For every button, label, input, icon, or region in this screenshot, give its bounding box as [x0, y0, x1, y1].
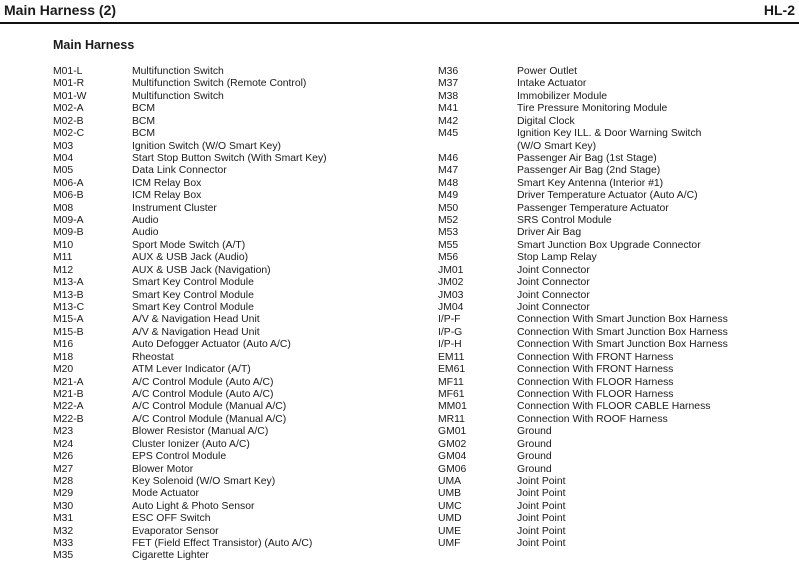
connector-code: M06-B	[53, 190, 84, 202]
connector-name: Power Outlet	[517, 66, 578, 77]
connector-name: Smart Key Control Module	[132, 302, 254, 314]
connector-code: JM04	[438, 302, 464, 314]
connector-name: Evaporator Sensor	[132, 525, 219, 537]
connector-name: Joint Connector	[517, 277, 590, 289]
connector-name: Joint Connector	[517, 264, 590, 276]
connector-row	[53, 488, 327, 500]
connector-row	[53, 476, 327, 488]
connector-row	[438, 352, 728, 364]
connector-name: Joint Point	[517, 538, 566, 550]
connector-row	[53, 103, 327, 115]
connector-row	[438, 165, 728, 177]
connector-row	[53, 352, 327, 364]
connector-code: M05	[53, 165, 74, 177]
connector-name: (W/O Smart Key)	[517, 140, 597, 152]
connector-row	[438, 464, 728, 476]
connector-row	[438, 439, 728, 451]
connector-code: M32	[53, 525, 74, 537]
connector-row	[438, 240, 728, 252]
connector-row	[438, 153, 728, 165]
connector-name: Connection With ROOF Harness	[517, 413, 668, 425]
connector-row	[53, 252, 327, 264]
connector-code: I/P-G	[438, 326, 463, 338]
connector-code: M22-B	[53, 413, 84, 425]
connector-code: UMB	[438, 488, 462, 500]
connector-name: ICM Relay Box	[132, 190, 202, 202]
connector-code: UME	[438, 525, 462, 537]
connector-code: GM04	[438, 451, 467, 463]
connector-name: Ignition Switch (W/O Smart Key)	[132, 140, 281, 152]
connector-row	[438, 476, 728, 488]
connector-row	[53, 215, 327, 227]
connector-name: Cigarette Lighter	[132, 550, 209, 562]
connector-row	[438, 190, 728, 202]
connector-code: I/P-H	[438, 339, 462, 351]
connector-row	[53, 439, 327, 451]
connector-name: A/C Control Module (Auto A/C)	[132, 376, 274, 388]
connector-name: Audio	[132, 227, 159, 239]
connector-name: Connection With Smart Junction Box Harness	[517, 326, 728, 338]
connector-row	[53, 339, 327, 351]
connector-name: Driver Air Bag	[517, 227, 582, 239]
connector-name: Sport Mode Switch (A/T)	[132, 239, 246, 251]
connector-row	[438, 302, 728, 314]
connector-row	[53, 377, 327, 389]
connector-code: M31	[53, 513, 74, 525]
connector-code: M22-A	[53, 401, 84, 413]
connector-name: A/V & Navigation Head Unit	[132, 314, 260, 326]
connector-code: M16	[53, 339, 74, 351]
connector-name: Multifunction Switch (Remote Control)	[132, 78, 307, 90]
connector-name: Connection With Smart Junction Box Harness	[517, 314, 728, 326]
connector-row	[53, 203, 327, 215]
connector-row	[438, 116, 728, 128]
connector-row	[438, 526, 728, 538]
connector-code: M09-A	[53, 215, 84, 227]
connector-row	[438, 513, 728, 525]
connector-row	[438, 277, 728, 289]
connector-name: Intake Actuator	[517, 78, 587, 90]
connector-row	[438, 78, 728, 90]
connector-name: A/C Control Module (Manual A/C)	[132, 413, 287, 425]
connector-code: UMA	[438, 475, 462, 487]
connector-name: Connection With FLOOR CABLE Harness	[517, 401, 711, 413]
connector-row	[53, 550, 327, 562]
connector-row	[53, 401, 327, 413]
connector-list-right	[438, 66, 728, 550]
connector-row	[53, 538, 327, 550]
connector-name: A/V & Navigation Head Unit	[132, 326, 260, 338]
connector-name: Joint Connector	[517, 289, 590, 301]
connector-name: FET (Field Effect Transistor) (Auto A/C)	[132, 538, 313, 550]
connector-name: Immobilizer Module	[517, 90, 608, 102]
connector-row	[53, 302, 327, 314]
connector-row	[438, 389, 728, 401]
connector-code: MM01	[438, 401, 467, 413]
connector-code: GM01	[438, 426, 467, 438]
connector-code: M36	[438, 66, 459, 77]
connector-name: ICM Relay Box	[132, 177, 202, 189]
connector-name: Ground	[517, 451, 552, 463]
connector-row	[438, 252, 728, 264]
connector-row	[53, 153, 327, 165]
connector-name: ATM Lever Indicator (A/T)	[132, 364, 251, 376]
connector-name: Multifunction Switch	[132, 66, 224, 77]
connector-row	[53, 526, 327, 538]
connector-name: A/C Control Module (Auto A/C)	[132, 388, 274, 400]
connector-code: UMF	[438, 538, 461, 550]
connector-code: M12	[53, 264, 74, 276]
connector-code: M47	[438, 165, 459, 177]
connector-name: Stop Lamp Relay	[517, 252, 597, 264]
connector-code: M33	[53, 538, 74, 550]
connector-code: UMC	[438, 500, 462, 512]
connector-row	[53, 364, 327, 376]
connector-name: Mode Actuator	[132, 488, 200, 500]
connector-name: Smart Junction Box Upgrade Connector	[517, 239, 701, 251]
connector-row	[53, 66, 327, 78]
connector-code: M04	[53, 152, 74, 164]
connector-row	[438, 227, 728, 239]
connector-code: M30	[53, 500, 74, 512]
connector-name: Blower Motor	[132, 463, 194, 475]
connector-row	[438, 426, 728, 438]
connector-code: M28	[53, 475, 74, 487]
connector-code: M02-C	[53, 128, 85, 140]
connector-code: JM03	[438, 289, 464, 301]
connector-row	[438, 103, 728, 115]
connector-code: M13-A	[53, 277, 84, 289]
connector-code: MR11	[438, 413, 465, 425]
connector-code: M15-A	[53, 314, 84, 326]
connector-row	[53, 265, 327, 277]
connector-row	[53, 116, 327, 128]
connector-name: Smart Key Control Module	[132, 289, 254, 301]
connector-code: I/P-F	[438, 314, 461, 326]
connector-code: M21-A	[53, 376, 84, 388]
connector-code: M01-R	[53, 78, 85, 90]
connector-code: M45	[438, 128, 459, 140]
connector-code: M26	[53, 451, 74, 463]
connector-name: ESC OFF Switch	[132, 513, 211, 525]
connector-row	[53, 165, 327, 177]
connector-name: AUX & USB Jack (Audio)	[132, 252, 249, 264]
connector-name: Tire Pressure Monitoring Module	[517, 103, 668, 115]
connector-name: Smart Key Antenna (Interior #1)	[517, 177, 664, 189]
connector-code: M48	[438, 177, 459, 189]
connector-name: Passenger Air Bag (2nd Stage)	[517, 165, 661, 177]
connector-code: M35	[53, 550, 74, 562]
connector-code: M15-B	[53, 326, 84, 338]
connector-row	[438, 314, 728, 326]
connector-row	[438, 339, 728, 351]
connector-code: JM01	[438, 264, 464, 276]
connector-code: M20	[53, 364, 74, 376]
connector-name: Rheostat	[132, 351, 174, 363]
page-title: Main Harness (2)	[4, 2, 117, 18]
connector-row	[438, 203, 728, 215]
connector-code: M53	[438, 227, 459, 239]
connector-row	[438, 215, 728, 227]
connector-code: M02-B	[53, 115, 84, 127]
connector-name: Start Stop Button Switch (With Smart Key)	[132, 152, 327, 164]
connector-name: Connection With FLOOR Harness	[517, 376, 674, 388]
connector-code: M06-A	[53, 177, 84, 189]
connector-code: M37	[438, 78, 459, 90]
connector-name: SRS Control Module	[517, 215, 612, 227]
connector-code: M02-A	[53, 103, 84, 115]
connector-name: Cluster Ionizer (Auto A/C)	[132, 438, 250, 450]
connector-name: A/C Control Module (Manual A/C)	[132, 401, 287, 413]
connector-row	[53, 451, 327, 463]
connector-name: Instrument Cluster	[132, 202, 217, 214]
connector-name: Joint Point	[517, 500, 566, 512]
connector-row	[53, 414, 327, 426]
connector-row	[438, 66, 728, 78]
page-number: HL-2	[763, 2, 795, 18]
connector-row	[53, 327, 327, 339]
connector-code: M42	[438, 115, 459, 127]
connector-name: Joint Connector	[517, 302, 590, 314]
connector-row	[438, 377, 728, 389]
connector-code: GM02	[438, 438, 467, 450]
connector-code: M09-B	[53, 227, 84, 239]
connector-code: M01-L	[53, 66, 83, 77]
connector-row	[438, 290, 728, 302]
connector-row	[53, 78, 327, 90]
connector-code: EM11	[438, 351, 465, 363]
connector-name: Multifunction Switch	[132, 90, 224, 102]
connector-row	[53, 128, 327, 140]
connector-code: M38	[438, 90, 459, 102]
connector-code: MF61	[438, 388, 465, 400]
connector-row	[53, 91, 327, 103]
connector-row	[438, 501, 728, 513]
connector-row	[438, 401, 728, 413]
connector-row	[438, 327, 728, 339]
connector-name: Connection With FRONT Harness	[517, 364, 674, 376]
connector-code: M11	[53, 252, 73, 264]
connector-row	[438, 178, 728, 190]
connector-code	[438, 141, 517, 153]
connector-name: BCM	[132, 115, 156, 127]
connector-row	[53, 141, 327, 153]
connector-code: M23	[53, 426, 74, 438]
connector-list-left	[53, 66, 327, 563]
connector-code: M50	[438, 202, 459, 214]
section-title: Main Harness	[53, 38, 135, 52]
connector-row	[438, 488, 728, 500]
connector-name: BCM	[132, 103, 156, 115]
connector-name: Driver Temperature Actuator (Auto A/C)	[517, 190, 698, 202]
connector-row	[53, 389, 327, 401]
connector-name: Joint Point	[517, 525, 566, 537]
connector-name: Key Solenoid (W/O Smart Key)	[132, 475, 276, 487]
connector-name: Auto Light & Photo Sensor	[132, 500, 255, 512]
connector-code: M46	[438, 152, 459, 164]
connector-name: Ground	[517, 463, 552, 475]
connector-code: EM61	[438, 364, 466, 376]
connector-code: M55	[438, 239, 459, 251]
connector-code: M13-B	[53, 289, 84, 301]
connector-name: Passenger Temperature Actuator	[517, 202, 669, 214]
connector-code: M56	[438, 252, 459, 264]
connector-code: M08	[53, 202, 74, 214]
connector-row	[53, 501, 327, 513]
page-header	[0, 0, 799, 24]
connector-row	[438, 414, 728, 426]
connector-code: UMD	[438, 513, 462, 525]
connector-code: M41	[438, 103, 459, 115]
connector-name: Ground	[517, 438, 552, 450]
connector-row	[53, 426, 327, 438]
connector-row	[53, 240, 327, 252]
connector-name: Joint Point	[517, 475, 566, 487]
connector-name: Joint Point	[517, 488, 566, 500]
connector-code: M49	[438, 190, 459, 202]
connector-code: M01-W	[53, 90, 87, 102]
connector-code: M27	[53, 463, 74, 475]
connector-row	[438, 141, 728, 153]
connector-row	[438, 128, 728, 140]
connector-row	[438, 265, 728, 277]
connector-code: JM02	[438, 277, 464, 289]
connector-code: M24	[53, 438, 74, 450]
connector-row	[53, 190, 327, 202]
connector-name: Connection With Smart Junction Box Harness	[517, 339, 728, 351]
connector-name: Auto Defogger Actuator (Auto A/C)	[132, 339, 291, 351]
connector-name: Ground	[517, 426, 552, 438]
connector-code: M52	[438, 215, 459, 227]
connector-code: GM06	[438, 463, 467, 475]
connector-code: M29	[53, 488, 74, 500]
connector-row	[438, 451, 728, 463]
connector-name: BCM	[132, 128, 156, 140]
connector-row	[53, 290, 327, 302]
connector-code: MF11	[438, 376, 464, 388]
connector-name: Connection With FRONT Harness	[517, 351, 674, 363]
connector-row	[53, 513, 327, 525]
connector-row	[53, 277, 327, 289]
connector-name: Joint Point	[517, 513, 566, 525]
connector-code: M10	[53, 239, 74, 251]
connector-code: M13-C	[53, 302, 85, 314]
connector-name: Digital Clock	[517, 115, 575, 127]
connector-name: Passenger Air Bag (1st Stage)	[517, 152, 657, 164]
connector-row	[53, 314, 327, 326]
connector-name: Connection With FLOOR Harness	[517, 388, 674, 400]
connector-name: Blower Resistor (Manual A/C)	[132, 426, 269, 438]
connector-name: EPS Control Module	[132, 451, 227, 463]
connector-name: Ignition Key ILL. & Door Warning Switch	[517, 128, 702, 140]
connector-row	[438, 538, 728, 550]
connector-row	[438, 364, 728, 376]
connector-row	[438, 91, 728, 103]
connector-row	[53, 178, 327, 190]
connector-name: Audio	[132, 215, 159, 227]
connector-code: M21-B	[53, 388, 84, 400]
connector-name: Data Link Connector	[132, 165, 227, 177]
connector-row	[53, 227, 327, 239]
connector-code: M18	[53, 351, 74, 363]
connector-name: AUX & USB Jack (Navigation)	[132, 264, 271, 276]
connector-code: M03	[53, 140, 74, 152]
connector-row	[53, 464, 327, 476]
connector-name: Smart Key Control Module	[132, 277, 254, 289]
